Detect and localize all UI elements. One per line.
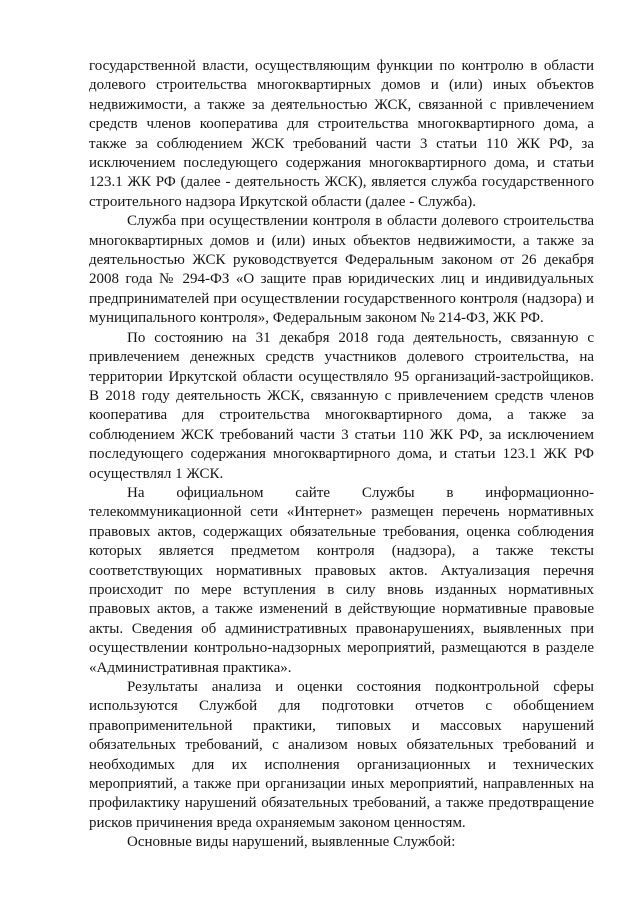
paragraph-statistics-2018: По состоянию на 31 декабря 2018 года деятельность, связанную с привлечением денежных средств участников долевого строительства, на территории Иркутской области осуществляло 95 организаций-застройщиков. В 2018 году деятельность ЖСК, связанную с привлечением средств членов кооператива для строительства многоквартирного дома, а также за соблюдением ЖСК требований части 3 статьи 110 ЖК РФ, за исключением последующего содержания многоквартирного дома, и статьи 123.1 ЖК РФ осуществлял 1 ЖСК. [89,329,594,482]
document-body [89,57,594,853]
paragraph-legal-basis: Служба при осуществлении контроля в области долевого строительства многоквартирных домов и (или) иных объектов недвижимости, а также за деятельностью ЖСК руководствуется Федеральным законом от 26 декабря 2008 года № 294-ФЗ «О защите прав юридических лиц и индивидуальных предпринимателей при осуществлении государственного контроля (надзора) и муниципального контроля», Федеральным законом № 214-ФЗ, ЖК РФ. [89,213,594,327]
paragraph-supervisory-authority: государственной власти, осуществляющим функции по контролю в области долевого строительства многоквартирных домов и (или) иных объектов недвижимости, а также за деятельностью ЖСК, связанной с привлечением средств членов кооператива для строительства многоквартирного дома, а также за соблюдением ЖСК требований части 3 статьи 110 ЖК РФ, за исключением последующего содержания многоквартирного дома, и статьи 123.1 ЖК РФ (далее - деятельность ЖСК), является служба государственного строительного надзора Иркутской области (далее - Служба). [89,58,594,210]
paragraph-analysis-results: Результаты анализа и оценки состояния подконтрольной сферы используются Службой для подготовки отчетов с обобщением правоприменительной практики, типовых и массовых нарушений обязательных требований, с анализом новых обязательных требований и необходимых для их исполнения организационных и технических мероприятий, а также при организации иных мероприятий, направленных на профилактику нарушений обязательных требований, а также предотвращение рисков причинения вреда охраняемым законом ценностям. [89,679,594,831]
paragraph-violation-types-intro: Основные виды нарушений, выявленные Службой: [127,834,456,851]
paragraph-official-website: На официальном сайте Службы в информационно-телекоммуникационной сети «Интернет» размещен перечень нормативных правовых актов, содержащих обязательные требования, оценка соблюдения которых является предметом контроля (надзора), а также тексты соответствующих нормативных правовых актов. Актуализация перечня происходит по мере вступления в силу вновь изданных нормативных правовых актов, а также изменений в действующие нормативные правовые акты. Сведения об административных правонарушениях, выявленных при осуществлении контрольно-надзорных мероприятий, размещаются в разделе «Административная практика». [89,484,594,676]
